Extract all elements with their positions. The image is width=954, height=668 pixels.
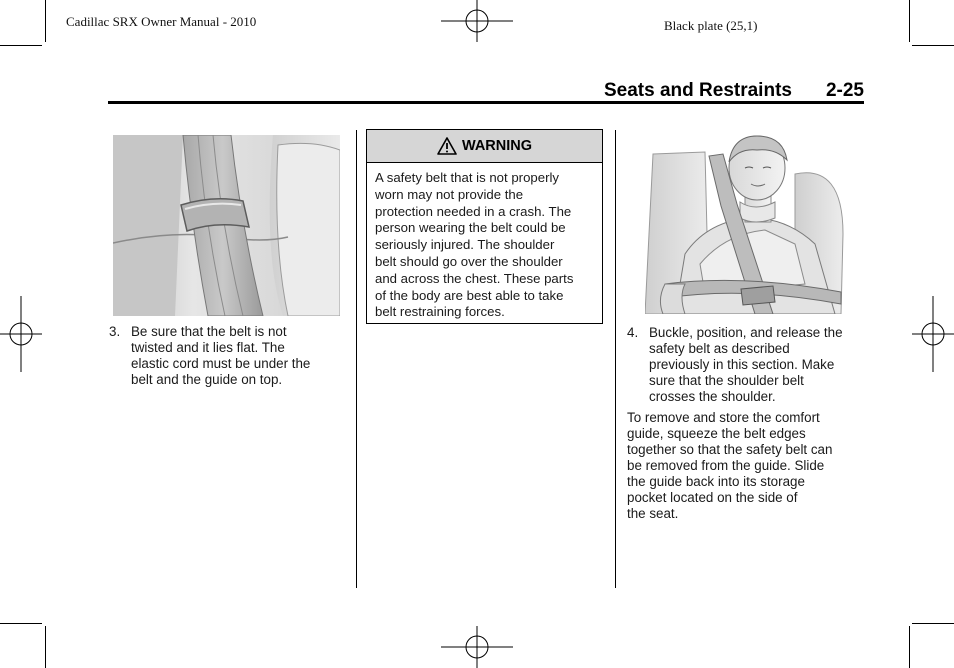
page-heading [604, 80, 864, 102]
crop-mark [45, 0, 46, 42]
text-line: together so that the safety belt can [627, 442, 833, 457]
text-line: belt and the guide on top. [131, 372, 283, 387]
text-line: protection needed in a crash. The [375, 203, 572, 219]
registration-mark-icon [437, 0, 517, 42]
step-number: 3. [109, 324, 121, 339]
step-text [131, 324, 310, 388]
crop-mark [45, 626, 46, 668]
registration-mark-icon [912, 296, 954, 372]
text-line: Buckle, position, and release the [649, 325, 843, 340]
column-divider [615, 130, 616, 588]
text-line: the seat. [627, 506, 679, 521]
step-4 [627, 325, 867, 407]
text-line: worn may not provide the [375, 186, 524, 202]
crop-mark [912, 45, 954, 46]
warning-box [366, 129, 603, 324]
text-line: and across the chest. These parts [375, 270, 574, 286]
crop-mark [912, 623, 954, 624]
belt-guide-illustration [113, 135, 340, 316]
plate-label-right: Black plate (25,1) [664, 18, 758, 33]
text-line: twisted and it lies flat. The [131, 340, 285, 355]
page-number: 2-25 [825, 80, 864, 101]
text-line: To remove and store the comfort [627, 410, 820, 425]
text-line: elastic cord must be under the [131, 356, 311, 371]
text-line: person wearing the belt could be [375, 220, 566, 236]
text-line: the guide back into its storage [627, 474, 805, 489]
registration-mark-icon [0, 296, 42, 372]
text-line: safety belt as described [649, 341, 790, 356]
warning-title: WARNING [461, 138, 533, 154]
text-line: pocket located on the side of [627, 490, 798, 505]
warning-body [367, 163, 602, 321]
registration-mark-icon [437, 626, 517, 668]
crop-mark [909, 626, 910, 668]
warning-triangle-icon [437, 137, 457, 155]
text-line: belt restraining forces. [375, 304, 505, 320]
text-line: previously in this section. Make [649, 357, 835, 372]
text-line: of the body are best able to take [375, 287, 564, 303]
text-line: crosses the shoulder. [649, 389, 776, 404]
step-3 [109, 324, 349, 394]
text-line: guide, squeeze the belt edges [627, 426, 806, 441]
text-line: sure that the shoulder belt [649, 373, 804, 388]
text-line: be removed from the guide. Slide [627, 458, 825, 473]
step-number: 4. [627, 325, 639, 340]
crop-mark [0, 623, 42, 624]
plate-label-left: Cadillac SRX Owner Manual - 2010 [66, 14, 257, 29]
crop-mark [909, 0, 910, 42]
text-line: Be sure that the belt is not [131, 324, 287, 339]
heading-rule [108, 101, 864, 104]
belted-child-illustration [645, 134, 845, 314]
text-line: seriously injured. The shoulder [375, 237, 555, 253]
step-text [649, 325, 843, 405]
warning-header [367, 130, 602, 163]
storage-instructions-paragraph [627, 410, 867, 522]
text-line: A safety belt that is not properly [375, 170, 559, 185]
crop-mark [0, 45, 42, 46]
column-divider [356, 130, 357, 588]
text-line: belt should go over the shoulder [375, 253, 563, 269]
section-title: Seats and Restraints [604, 80, 792, 101]
